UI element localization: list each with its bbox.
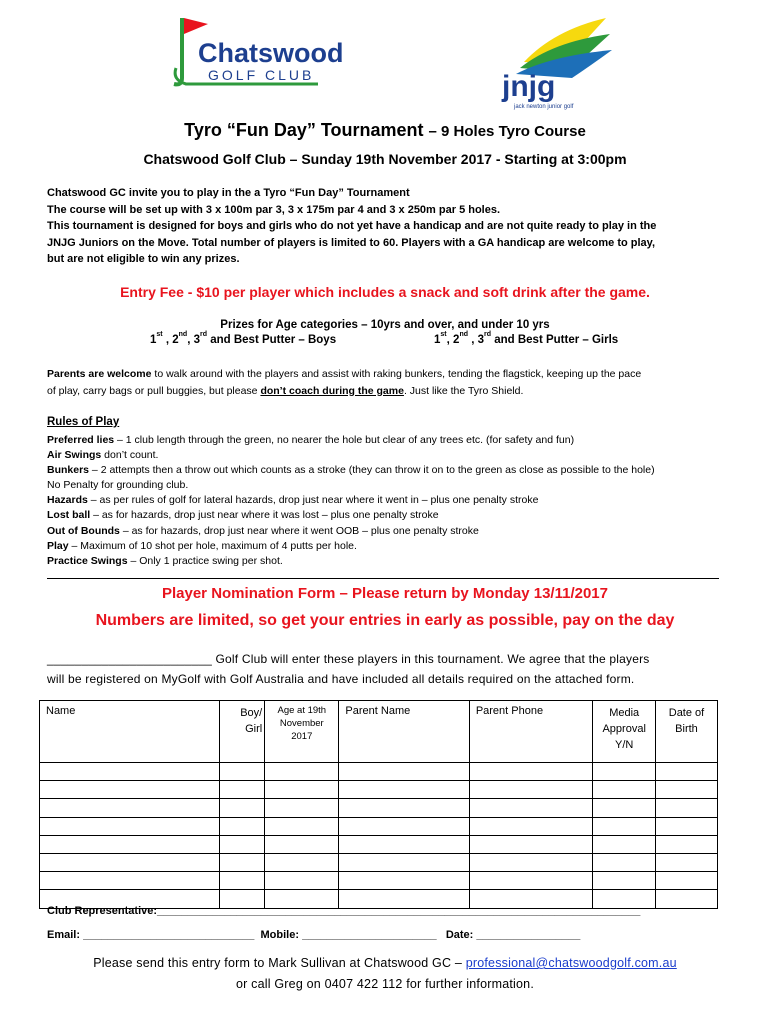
rule-item: Practice Swings – Only 1 practice swing per shot.: [47, 554, 283, 567]
col-name: Name: [40, 701, 220, 763]
table-row: [40, 799, 718, 817]
rules-list: [47, 433, 747, 569]
col-age: Age at 19th November 2017: [265, 701, 339, 763]
rules-heading: Rules of Play: [47, 416, 120, 428]
jnjg-tagline: jack newton junior golf: [514, 104, 574, 110]
table-cell[interactable]: [265, 872, 339, 890]
table-cell[interactable]: [219, 872, 264, 890]
table-cell[interactable]: [655, 799, 717, 817]
intro-line: Chatswood GC invite you to play in the a Tyro “Fun Day” Tournament: [47, 187, 410, 199]
table-cell[interactable]: [593, 763, 656, 781]
table-header-row: [40, 701, 718, 763]
table-cell[interactable]: [655, 890, 717, 908]
table-cell[interactable]: [655, 763, 717, 781]
entry-fee: Entry Fee - $10 per player which includes a snack and soft drink after the game.: [120, 284, 650, 300]
table-cell[interactable]: [265, 835, 339, 853]
page-title: [0, 120, 770, 141]
table-cell[interactable]: [265, 799, 339, 817]
club-name-field[interactable]: ________________________: [47, 652, 212, 666]
send-instructions: Please send this entry form to Mark Sullivan at Chatswood GC – professional@chatswoodgolf.com.au or call Greg on 0407 422 112 for further information.: [0, 953, 770, 995]
table-cell[interactable]: [469, 799, 593, 817]
intro-line: The course will be set up with 3 x 100m par 3, 3 x 175m par 4 and 3 x 250m par 5 holes.: [47, 203, 501, 216]
table-cell[interactable]: [655, 835, 717, 853]
table-cell[interactable]: [593, 835, 656, 853]
chatswood-golf-club-logo: [168, 14, 344, 100]
table-cell[interactable]: [40, 763, 220, 781]
call-greg-text: or call Greg on 0407 422 112 for further information.: [235, 977, 535, 991]
table-cell[interactable]: [219, 817, 264, 835]
col-boy-girl: Boy/ Girl: [219, 701, 264, 763]
table-cell[interactable]: [469, 763, 593, 781]
professional-email-link[interactable]: professional@chatswoodgolf.com.au: [465, 956, 677, 970]
table-cell[interactable]: [469, 817, 593, 835]
table-cell[interactable]: [40, 799, 220, 817]
table-cell[interactable]: [40, 835, 220, 853]
table-cell[interactable]: [40, 872, 220, 890]
table-cell[interactable]: [40, 853, 220, 871]
mobile-field[interactable]: ______________________: [302, 929, 437, 941]
rule-item: Air Swings don’t count.: [47, 449, 159, 462]
prizes-heading: Prizes for Age categories – 10yrs and over, and under 10 yrs: [220, 319, 550, 331]
table-row: [40, 817, 718, 835]
table-cell[interactable]: [339, 799, 469, 817]
table-cell[interactable]: [655, 817, 717, 835]
table-cell[interactable]: [265, 817, 339, 835]
parents-paragraph: Parents are welcome to walk around with the players and assist with raking bunkers, tending the flagstick, keeping up the pace of play, carry bags or pull buggies, but please don’t coach during the game. Just like the Tyro Shield.: [47, 368, 642, 397]
rule-item: Bunkers – 2 attempts then a throw out which counts as a stroke (they can throw it on to the green as close as possible to the hole): [47, 464, 655, 477]
contact-fields: Email: ____________________________ Mobile: ______________________ Date: _________________: [47, 929, 581, 941]
table-row: [40, 835, 718, 853]
jnjg-logo: [494, 12, 614, 110]
table-cell[interactable]: [40, 781, 220, 799]
intro-line: but are not eligible to win any prizes.: [47, 253, 240, 265]
jnjg-wordmark: jnjg: [502, 70, 556, 103]
logo-text-chatswood: Chatswood: [198, 38, 344, 68]
table-cell[interactable]: [469, 835, 593, 853]
rule-item: Lost ball – as for hazards, drop just near where it was lost – plus one penalty stroke: [47, 509, 439, 522]
rule-item: Play – Maximum of 10 shot per hole, maximum of 4 putts per hole.: [47, 539, 357, 552]
table-cell[interactable]: [339, 853, 469, 871]
rule-item: Hazards – as per rules of golf for lateral hazards, drop just near where it went in – plus one penalty stroke: [47, 494, 539, 507]
table-cell[interactable]: [40, 817, 220, 835]
table-cell[interactable]: [265, 781, 339, 799]
table-cell[interactable]: [339, 817, 469, 835]
table-row: [40, 872, 718, 890]
table-cell[interactable]: [469, 781, 593, 799]
rule-item: No Penalty for grounding club.: [47, 479, 189, 492]
table-cell[interactable]: [339, 835, 469, 853]
table-cell[interactable]: [219, 763, 264, 781]
intro-paragraph: [47, 185, 737, 268]
table-cell[interactable]: [593, 781, 656, 799]
intro-line: This tournament is designed for boys and girls who do not yet have a handicap and are not quite ready to play in the: [47, 220, 657, 232]
table-row: [40, 853, 718, 871]
table-row: [40, 763, 718, 781]
table-cell[interactable]: [469, 872, 593, 890]
table-cell[interactable]: [219, 781, 264, 799]
table-cell[interactable]: [219, 853, 264, 871]
prizes-boys: 1st , 2nd, 3rd and Best Putter – Boys: [150, 331, 337, 346]
table-cell[interactable]: [339, 781, 469, 799]
table-cell[interactable]: [339, 872, 469, 890]
table-cell[interactable]: [593, 853, 656, 871]
table-cell[interactable]: [655, 872, 717, 890]
table-cell[interactable]: [265, 763, 339, 781]
title-main: Tyro “Fun Day” Tournament: [184, 120, 424, 140]
col-media-approval: Media Approval Y/N: [593, 701, 656, 763]
table-cell[interactable]: [593, 872, 656, 890]
prizes-girls: 1st, 2nd , 3rd and Best Putter – Girls: [434, 331, 619, 346]
table-cell[interactable]: [339, 763, 469, 781]
col-date-of-birth: Date of Birth: [655, 701, 717, 763]
logo-text-golf-club: GOLF CLUB: [208, 67, 315, 83]
col-parent-phone: Parent Phone: [469, 701, 593, 763]
no-coaching-note: don’t coach during the game: [260, 384, 404, 397]
table-cell[interactable]: [655, 781, 717, 799]
numbers-notice: Numbers are limited, so get your entries in early as possible, pay on the day: [95, 612, 675, 629]
club-representative: Club Representative:_______________________________________________________________________________: [47, 905, 641, 917]
table-cell[interactable]: [469, 853, 593, 871]
rule-item: Preferred lies – 1 club length through the green, no nearer the hole but clear of any trees etc. (for safety and fun): [47, 434, 575, 446]
email-field[interactable]: ____________________________: [83, 929, 255, 941]
table-cell[interactable]: [593, 799, 656, 817]
title-course: – 9 Holes Tyro Course: [428, 123, 586, 140]
col-parent-name: Parent Name: [339, 701, 469, 763]
parents-lead: Parents are welcome: [47, 368, 152, 380]
event-subtitle: Chatswood Golf Club – Sunday 19th November 2017 - Starting at 3:00pm: [143, 151, 627, 167]
rule-item: Out of Bounds – as for hazards, drop just near where it went OOB – plus one penalty stroke: [47, 524, 479, 537]
table-cell[interactable]: [265, 853, 339, 871]
table-cell[interactable]: [593, 817, 656, 835]
intro-line: JNJG Juniors on the Move. Total number of players is limited to 60. Players with a GA handicap are welcome to play,: [47, 236, 656, 249]
table-cell[interactable]: [655, 853, 717, 871]
form-heading: Player Nomination Form – Please return by Monday 13/11/2017: [161, 585, 608, 602]
section-divider: [47, 578, 719, 579]
table-cell[interactable]: [219, 799, 264, 817]
date-field[interactable]: _________________: [476, 929, 581, 941]
table-row: [40, 781, 718, 799]
agreement-text: ________________________ Golf Club will enter these players in this tournament. We agree that the players will be registered on MyGolf with Golf Australia and have included all details required on the attached form.: [47, 652, 650, 686]
club-representative-field[interactable]: _______________________________________________________________________________: [157, 905, 641, 917]
table-cell[interactable]: [219, 835, 264, 853]
player-nomination-table: [39, 700, 718, 909]
